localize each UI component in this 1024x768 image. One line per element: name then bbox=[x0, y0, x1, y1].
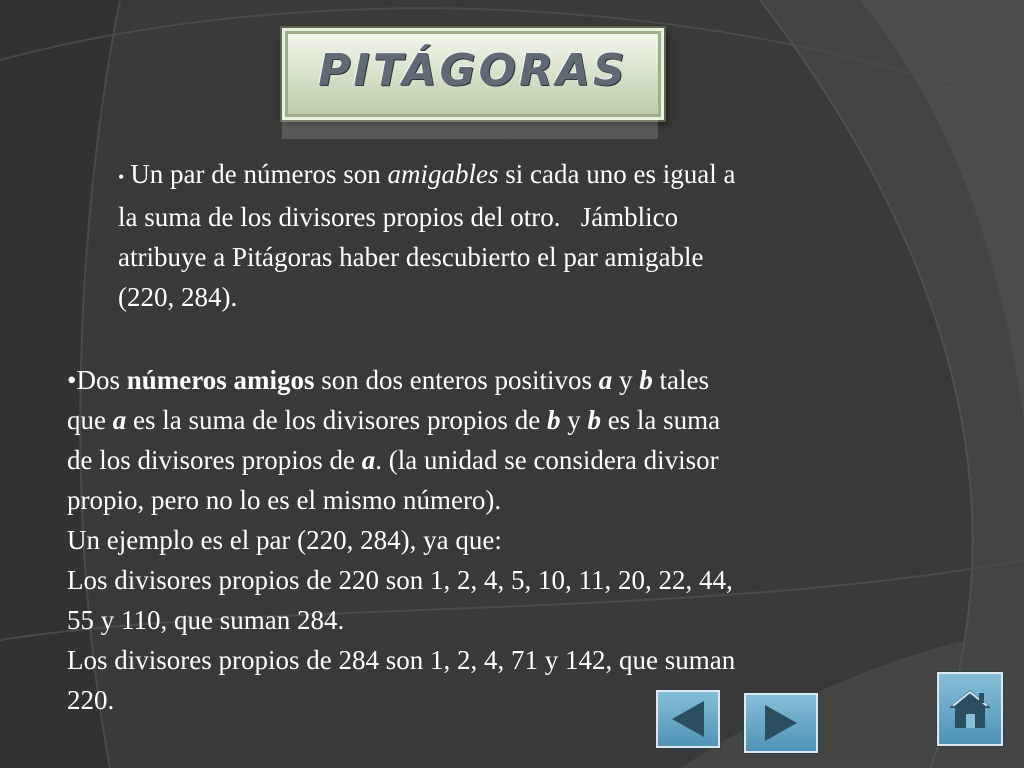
left-arrow-icon bbox=[672, 701, 704, 737]
para2-line-1: •Dos números amigos son dos enteros positivos a y b tales bbox=[67, 365, 709, 395]
previous-slide-button[interactable] bbox=[656, 690, 720, 748]
para2-line-7: 55 y 110, que suman 284. bbox=[67, 605, 345, 635]
term-numeros-amigos: números amigos bbox=[126, 365, 315, 395]
term-amigables: amigables bbox=[387, 159, 499, 189]
home-icon bbox=[945, 684, 995, 734]
title-reflection bbox=[282, 117, 658, 139]
paragraph-numeros-amigos bbox=[67, 360, 927, 720]
para1-line-3: atribuye a Pitágoras haber descubierto el par amigable bbox=[118, 241, 704, 272]
para1-line-2: la suma de los divisores propios del otro. Jámblico bbox=[118, 201, 679, 232]
bullet: • bbox=[118, 166, 125, 187]
slide-title: PITÁGORAS bbox=[318, 45, 628, 96]
para2-line-5: Un ejemplo es el par (220, 284), ya que: bbox=[67, 525, 502, 555]
para2-line-6: Los divisores propios de 220 son 1, 2, 4, 5, 10, 11, 20, 22, 44, bbox=[67, 565, 733, 595]
next-slide-button[interactable] bbox=[744, 693, 818, 753]
para2-line-9: 220. bbox=[67, 685, 115, 715]
title-banner bbox=[282, 28, 664, 120]
paragraph-amigables bbox=[118, 154, 918, 317]
home-button[interactable] bbox=[937, 672, 1003, 746]
para2-line-2: que a es la suma de los divisores propios de b y b es la suma bbox=[67, 405, 721, 435]
para2-line-8: Los divisores propios de 284 son 1, 2, 4, 71 y 142, que suman bbox=[67, 645, 736, 675]
right-arrow-icon bbox=[765, 705, 797, 741]
para1-line-4: (220, 284). bbox=[118, 281, 238, 312]
para1-line-1: • Un par de números son amigables si cada uno es igual a bbox=[118, 159, 736, 189]
para2-line-3: de los divisores propios de a. (la unidad se considera divisor bbox=[67, 445, 719, 475]
para2-line-4: propio, pero no lo es el mismo número). bbox=[67, 485, 502, 515]
